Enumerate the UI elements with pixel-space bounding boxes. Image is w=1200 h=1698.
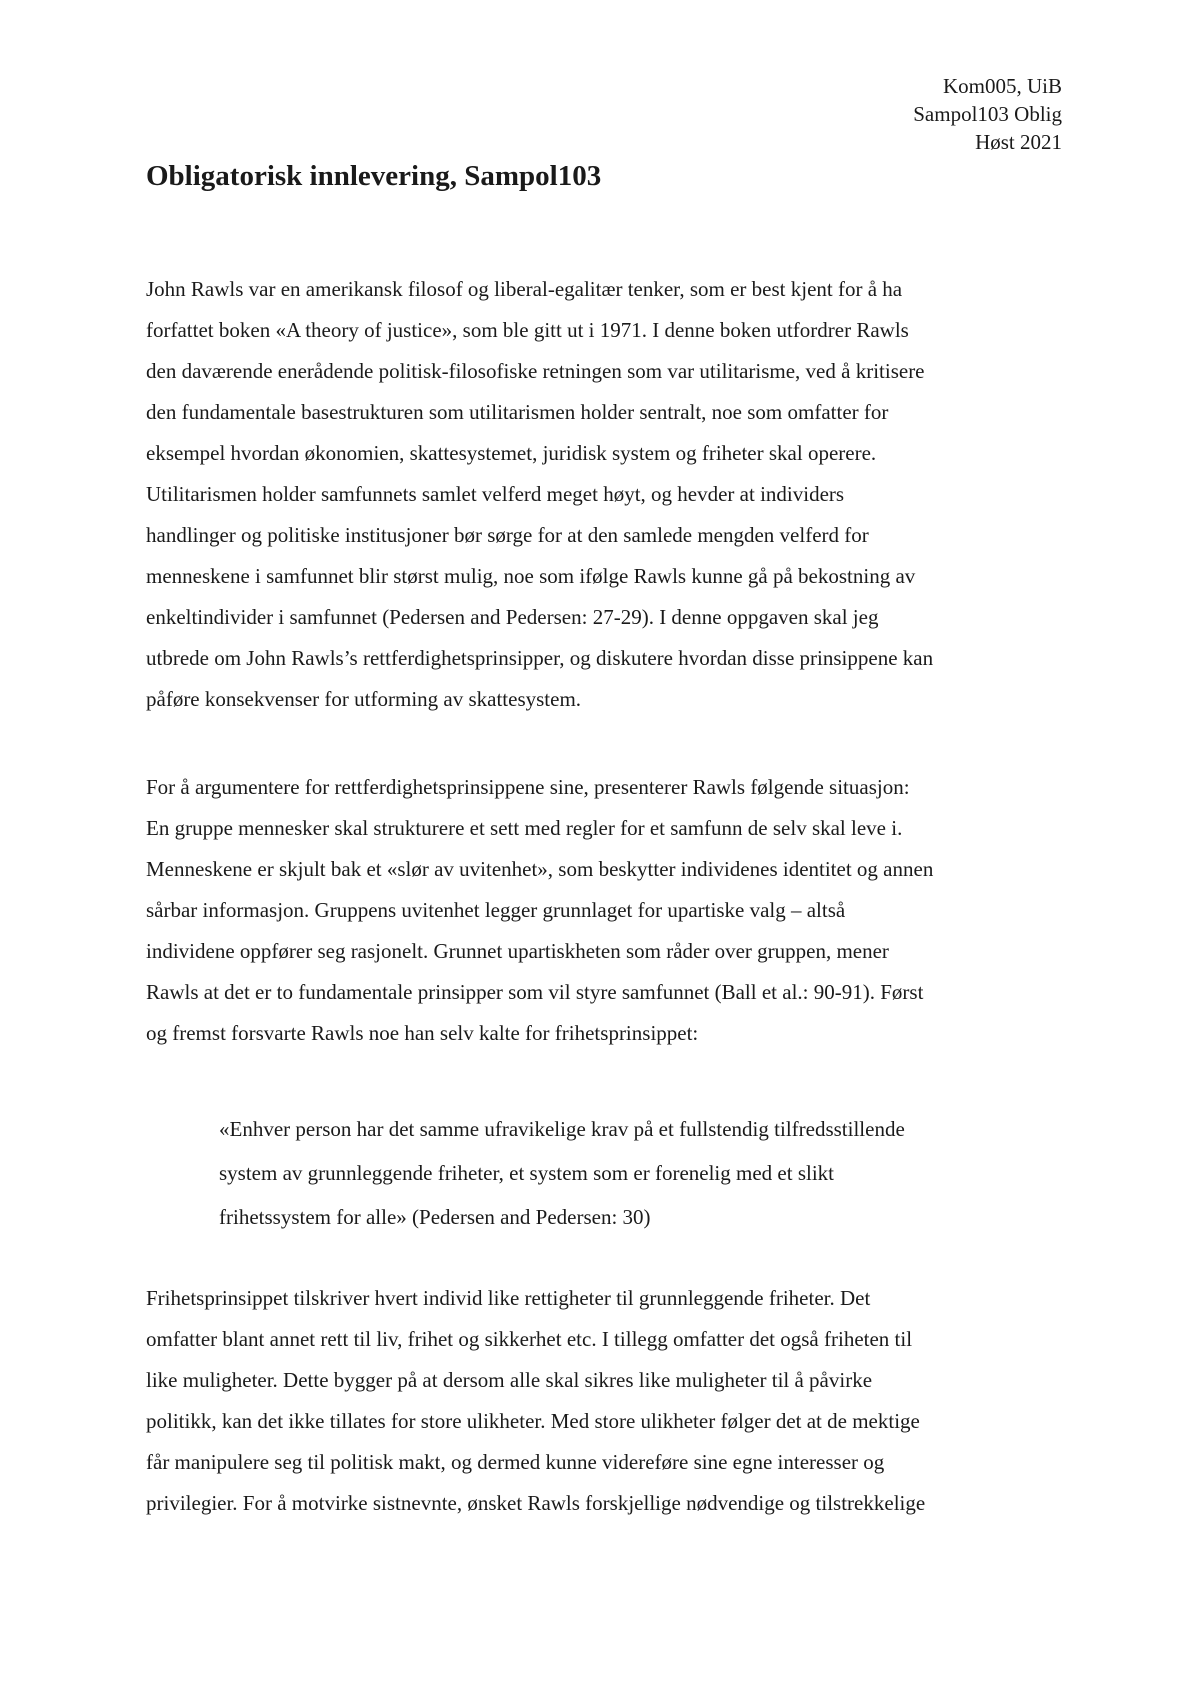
text-line: eksempel hvordan økonomien, skattesystemet, juridisk system og friheter skal operere. [146, 441, 877, 465]
quote-line: «Enhver person har det samme ufravikelige krav på et fullstendig tilfredsstillende [219, 1117, 905, 1141]
paragraph-liberty-principle [146, 1278, 1071, 1524]
text-line: Rawls at det er to fundamentale prinsipper som vil styre samfunnet (Ball et al.: 90-91). Først [146, 980, 924, 1004]
paragraph-intro [146, 269, 1071, 720]
text-line: enkeltindivider i samfunnet (Pedersen and Pedersen: 27-29). I denne oppgaven skal jeg [146, 605, 879, 629]
paragraph-veil-of-ignorance [146, 767, 1071, 1054]
page-title: Obligatorisk innlevering, Sampol103 [146, 160, 602, 192]
header-semester: Høst 2021 [975, 130, 1062, 154]
text-line: får manipulere seg til politisk makt, og dermed kunne videreføre sine egne interesser og [146, 1450, 885, 1474]
text-line: menneskene i samfunnet blir størst mulig, noe som ifølge Rawls kunne gå på bekostning av [146, 564, 916, 588]
text-line: For å argumentere for rettferdighetsprinsippene sine, presenterer Rawls følgende situasjon: [146, 775, 910, 799]
text-line: Menneskene er skjult bak et «slør av uvitenhet», som beskytter individenes identitet og annen [146, 857, 934, 881]
text-line: Utilitarismen holder samfunnets samlet velferd meget høyt, og hevder at individers [146, 482, 845, 506]
text-line: privilegier. For å motvirke sistnevnte, ønsket Rawls forskjellige nødvendige og tilstrekkelige [146, 1491, 926, 1515]
text-line: omfatter blant annet rett til liv, frihet og sikkerhet etc. I tillegg omfatter det også friheten til [146, 1327, 913, 1351]
quote-line: system av grunnleggende friheter, et system som er forenelig med et slikt [219, 1161, 834, 1185]
text-line: Frihetsprinsippet tilskriver hvert individ like rettigheter til grunnleggende friheter. Det [146, 1286, 871, 1310]
text-line: påføre konsekvenser for utforming av skattesystem. [146, 687, 582, 711]
block-quote [219, 1107, 1071, 1239]
text-line: og fremst forsvarte Rawls noe han selv kalte for frihetsprinsippet: [146, 1021, 699, 1045]
text-line: den fundamentale basestrukturen som utilitarismen holder sentralt, noe som omfatter for [146, 400, 889, 424]
text-line: den daværende enerådende politisk-filosofiske retningen som var utilitarisme, ved å kritisere [146, 359, 925, 383]
text-line: John Rawls var en amerikansk filosof og liberal-egalitær tenker, som er best kjent for å ha [146, 277, 903, 301]
text-line: individene oppfører seg rasjonelt. Grunnet upartiskheten som råder over gruppen, mener [146, 939, 889, 963]
text-line: utbrede om John Rawls’s rettferdighetsprinsipper, og diskutere hvordan disse prinsippene kan [146, 646, 934, 670]
text-line: politikk, kan det ikke tillates for store ulikheter. Med store ulikheter følger det at de mektige [146, 1409, 920, 1433]
text-line: forfattet boken «A theory of justice», som ble gitt ut i 1971. I denne boken utfordrer Rawls [146, 318, 909, 342]
text-line: En gruppe mennesker skal strukturere et sett med regler for et samfunn de selv skal leve i. [146, 816, 903, 840]
header-course: Kom005, UiB [942, 74, 1062, 98]
quote-line: frihetssystem for alle» (Pedersen and Pedersen: 30) [219, 1205, 651, 1229]
text-line: like muligheter. Dette bygger på at dersom alle skal sikres like muligheter til å påvirke [146, 1368, 873, 1392]
document-header [662, 72, 1062, 156]
text-line: handlinger og politiske institusjoner bør sørge for at den samlede mengden velferd for [146, 523, 869, 547]
text-line: sårbar informasjon. Gruppens uvitenhet legger grunnlaget for upartiske valg – altså [146, 898, 846, 922]
header-assignment: Sampol103 Oblig [913, 102, 1062, 126]
